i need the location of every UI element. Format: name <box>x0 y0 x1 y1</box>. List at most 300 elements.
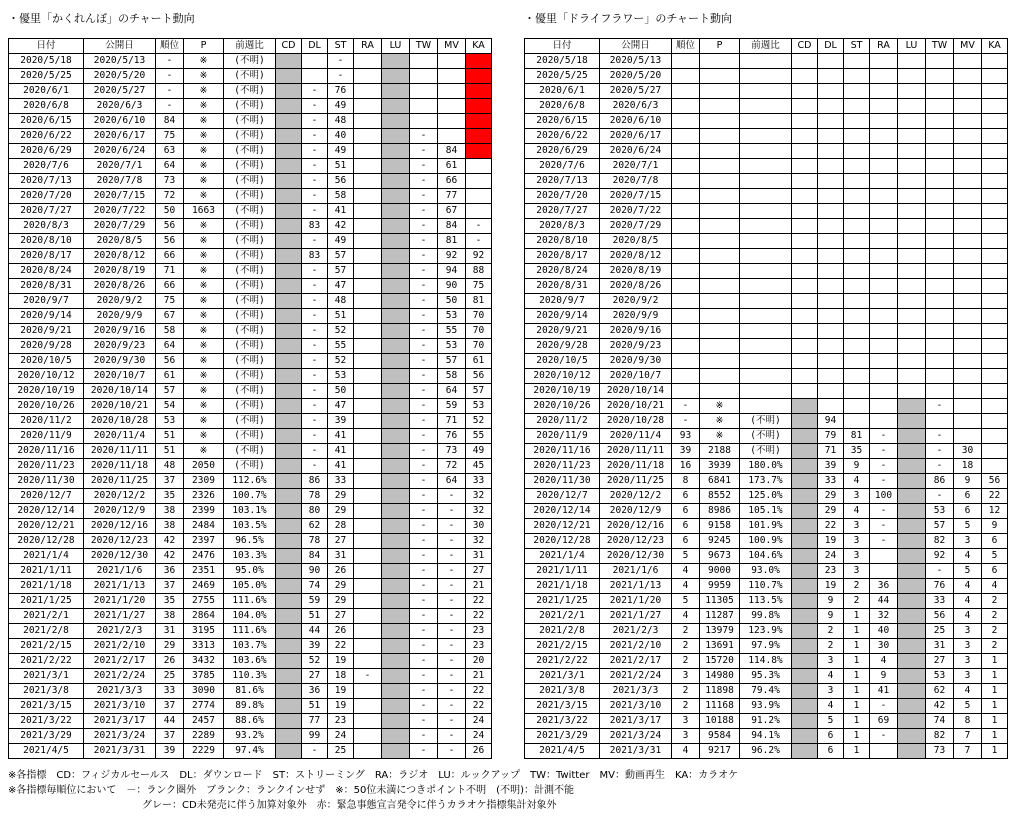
table-cell: 62 <box>926 684 954 699</box>
table-cell <box>898 324 926 339</box>
table-cell <box>898 174 926 189</box>
table-cell <box>672 384 700 399</box>
table-cell: 29 <box>328 594 354 609</box>
table-cell: 2020/7/22 <box>84 204 156 219</box>
table-cell: ※ <box>700 414 740 429</box>
table-cell: 44 <box>156 714 184 729</box>
table-cell: 19 <box>328 654 354 669</box>
table-cell <box>792 219 818 234</box>
table-cell <box>276 114 302 129</box>
table-cell: 2399 <box>184 504 224 519</box>
table-cell <box>954 354 982 369</box>
table-cell: 2020/9/14 <box>9 309 84 324</box>
table-cell <box>740 174 792 189</box>
column-header: LU <box>382 39 410 54</box>
table-cell: 2476 <box>184 549 224 564</box>
table-cell: 2021/2/1 <box>525 609 600 624</box>
table-cell: - <box>410 639 438 654</box>
table-cell <box>926 324 954 339</box>
table-row <box>525 414 1008 429</box>
table-cell <box>818 324 844 339</box>
table-cell <box>898 99 926 114</box>
table-cell <box>870 414 898 429</box>
table-cell: 4 <box>818 669 844 684</box>
table-cell: (不明) <box>740 429 792 444</box>
table-cell <box>792 504 818 519</box>
table-cell <box>740 279 792 294</box>
table-cell: 2021/3/15 <box>525 699 600 714</box>
table-cell <box>870 369 898 384</box>
table-cell <box>382 174 410 189</box>
table-cell: 2021/1/18 <box>9 579 84 594</box>
table-row <box>9 594 492 609</box>
table-cell: 59 <box>438 399 466 414</box>
table-cell <box>354 744 382 759</box>
table-cell: 25 <box>156 669 184 684</box>
table-row <box>9 189 492 204</box>
table-cell <box>982 144 1008 159</box>
table-cell <box>792 639 818 654</box>
table-cell: 103.6% <box>224 654 276 669</box>
table-cell: 39 <box>818 459 844 474</box>
table-cell: 64 <box>156 159 184 174</box>
table-cell: - <box>302 84 328 99</box>
table-cell <box>792 129 818 144</box>
table-cell: 3432 <box>184 654 224 669</box>
table-cell: - <box>410 444 438 459</box>
table-cell <box>954 324 982 339</box>
table-row <box>9 324 492 339</box>
table-cell <box>672 129 700 144</box>
table-cell: 57 <box>466 384 492 399</box>
table-cell: 2021/2/24 <box>600 669 672 684</box>
table-cell: 103.5% <box>224 519 276 534</box>
table-cell <box>870 339 898 354</box>
table-cell: ※ <box>184 324 224 339</box>
table-cell <box>382 204 410 219</box>
table-cell: 38 <box>156 609 184 624</box>
table-cell <box>870 234 898 249</box>
table-cell: 1 <box>982 699 1008 714</box>
table-cell <box>354 189 382 204</box>
table-cell: 9673 <box>700 549 740 564</box>
table-cell <box>466 99 492 114</box>
table-cell: - <box>302 204 328 219</box>
table-cell: 2484 <box>184 519 224 534</box>
table-cell <box>438 69 466 84</box>
table-cell <box>926 99 954 114</box>
table-cell: (不明) <box>224 324 276 339</box>
table-cell: (不明) <box>224 429 276 444</box>
table-cell: 2021/3/3 <box>600 684 672 699</box>
table-cell: 2020/10/7 <box>84 369 156 384</box>
table-cell: 2020/7/20 <box>525 189 600 204</box>
table-cell <box>672 279 700 294</box>
table-cell: 2020/12/14 <box>9 504 84 519</box>
table-cell <box>982 309 1008 324</box>
table-cell: 80 <box>302 504 328 519</box>
table-row <box>9 519 492 534</box>
table-cell <box>382 474 410 489</box>
table-cell: 2021/1/13 <box>84 579 156 594</box>
table-cell: 2020/8/5 <box>84 234 156 249</box>
table-row <box>9 174 492 189</box>
table-cell <box>898 699 926 714</box>
table-cell <box>898 549 926 564</box>
table-cell: 2021/1/4 <box>9 549 84 564</box>
table-cell: - <box>302 99 328 114</box>
table-cell: 1663 <box>184 204 224 219</box>
notes <box>8 768 738 813</box>
table-cell: 2021/3/10 <box>84 699 156 714</box>
table-cell: 2020/7/27 <box>9 204 84 219</box>
table-cell: 72 <box>156 189 184 204</box>
table-cell <box>898 189 926 204</box>
table-row <box>9 99 492 114</box>
table-cell: 2020/12/21 <box>525 519 600 534</box>
table-cell: 2020/6/15 <box>9 114 84 129</box>
table-cell <box>926 174 954 189</box>
table-row <box>525 219 1008 234</box>
table-cell <box>982 114 1008 129</box>
table-cell <box>818 54 844 69</box>
table-cell <box>276 414 302 429</box>
table-cell <box>700 54 740 69</box>
table-cell <box>354 234 382 249</box>
table-cell: 81.6% <box>224 684 276 699</box>
table-cell <box>792 594 818 609</box>
table-cell: 2020/12/30 <box>600 549 672 564</box>
table-cell <box>672 84 700 99</box>
table-cell: 6 <box>982 564 1008 579</box>
table-cell <box>954 414 982 429</box>
table-cell <box>926 339 954 354</box>
table-cell: 79.4% <box>740 684 792 699</box>
table-cell: 95.3% <box>740 669 792 684</box>
table-row <box>525 159 1008 174</box>
table-cell: 4 <box>844 504 870 519</box>
table-cell: 2774 <box>184 699 224 714</box>
table-cell: 2020/8/3 <box>525 219 600 234</box>
table-cell: 8 <box>672 474 700 489</box>
table-cell: 2020/8/31 <box>9 279 84 294</box>
table-cell: - <box>302 189 328 204</box>
table-cell: 22 <box>328 639 354 654</box>
table-cell: 2020/7/13 <box>525 174 600 189</box>
table-cell <box>792 204 818 219</box>
table-cell <box>382 279 410 294</box>
table-cell <box>792 459 818 474</box>
table-cell: 9959 <box>700 579 740 594</box>
table-cell: 70 <box>466 339 492 354</box>
table-cell <box>898 564 926 579</box>
table-row <box>9 399 492 414</box>
table-cell: 2020/10/19 <box>525 384 600 399</box>
table-cell: 2 <box>672 654 700 669</box>
table-cell: - <box>926 429 954 444</box>
table-cell: (不明) <box>224 174 276 189</box>
table-cell: 93 <box>672 429 700 444</box>
table-cell: 13979 <box>700 624 740 639</box>
table-cell <box>792 159 818 174</box>
table-cell: ※ <box>184 144 224 159</box>
table-cell <box>740 339 792 354</box>
table-cell <box>354 714 382 729</box>
table-cell <box>844 264 870 279</box>
table-cell: 2021/1/20 <box>600 594 672 609</box>
table-cell <box>382 159 410 174</box>
table-cell <box>276 609 302 624</box>
table-cell: ※ <box>184 234 224 249</box>
table-cell: - <box>410 129 438 144</box>
table-cell <box>382 324 410 339</box>
table-cell <box>276 699 302 714</box>
table-cell: 12 <box>982 504 1008 519</box>
table-cell: 2021/3/1 <box>525 669 600 684</box>
table-cell: 173.7% <box>740 474 792 489</box>
table-cell: - <box>438 729 466 744</box>
table-cell <box>700 159 740 174</box>
table-cell: 32 <box>466 504 492 519</box>
table-cell <box>982 219 1008 234</box>
table-cell: (不明) <box>224 459 276 474</box>
table-cell <box>818 354 844 369</box>
table-cell <box>740 399 792 414</box>
table-cell <box>276 84 302 99</box>
table-cell <box>870 549 898 564</box>
table-cell: 49 <box>466 444 492 459</box>
table-cell: 2020/10/19 <box>9 384 84 399</box>
table-cell <box>672 219 700 234</box>
column-header: 順位 <box>156 39 184 54</box>
table-cell <box>276 264 302 279</box>
table-cell: - <box>438 504 466 519</box>
table-cell: 9 <box>818 594 844 609</box>
table-cell <box>354 384 382 399</box>
table-cell: - <box>438 594 466 609</box>
table-cell: 2020/7/29 <box>600 219 672 234</box>
table-row <box>9 204 492 219</box>
table-cell: 2188 <box>700 444 740 459</box>
table-cell: 5 <box>954 564 982 579</box>
table-cell: (不明) <box>224 204 276 219</box>
table-cell <box>870 399 898 414</box>
table-cell: 13691 <box>700 639 740 654</box>
table-cell: 82 <box>926 534 954 549</box>
table-cell: 2020/6/15 <box>525 114 600 129</box>
table-cell: 2020/10/12 <box>525 369 600 384</box>
table-row <box>525 534 1008 549</box>
table-cell <box>792 519 818 534</box>
table-row <box>9 309 492 324</box>
table-cell <box>898 159 926 174</box>
table-cell: 2021/2/8 <box>9 624 84 639</box>
table-cell <box>844 219 870 234</box>
column-header: 公開日 <box>84 39 156 54</box>
table-cell: 19 <box>818 579 844 594</box>
table-cell: 2020/6/1 <box>9 84 84 99</box>
table-cell: 2020/6/10 <box>84 114 156 129</box>
table-cell: 1 <box>844 624 870 639</box>
table-cell: 105.1% <box>740 504 792 519</box>
table-cell <box>382 714 410 729</box>
table-cell: 2020/5/13 <box>600 54 672 69</box>
table-cell: 2020/5/25 <box>9 69 84 84</box>
table-cell: 58 <box>328 189 354 204</box>
table-cell: 1 <box>844 639 870 654</box>
table-cell <box>354 459 382 474</box>
table-cell: 67 <box>438 204 466 219</box>
table-cell: 29 <box>818 504 844 519</box>
table-cell <box>792 324 818 339</box>
table-cell: 5 <box>954 519 982 534</box>
table-cell <box>276 324 302 339</box>
table-cell: 2020/7/1 <box>600 159 672 174</box>
table-cell <box>740 54 792 69</box>
table-cell <box>276 129 302 144</box>
table-cell <box>276 624 302 639</box>
table-cell: ※ <box>700 429 740 444</box>
table-cell <box>844 69 870 84</box>
table-cell: 6 <box>672 489 700 504</box>
table-cell <box>382 534 410 549</box>
column-header: MV <box>954 39 982 54</box>
table-cell <box>818 309 844 324</box>
table-cell <box>954 429 982 444</box>
column-header: ST <box>844 39 870 54</box>
table-cell: 83 <box>302 219 328 234</box>
table-cell <box>898 144 926 159</box>
table-cell: 2021/3/29 <box>525 729 600 744</box>
table-cell: - <box>302 324 328 339</box>
table-cell: 2020/5/20 <box>600 69 672 84</box>
table-row <box>9 624 492 639</box>
table-cell <box>354 654 382 669</box>
table-cell <box>382 69 410 84</box>
table-cell: (不明) <box>224 414 276 429</box>
table-cell <box>898 594 926 609</box>
table-cell: 2020/8/31 <box>525 279 600 294</box>
table-cell: 3 <box>844 519 870 534</box>
table-cell <box>870 294 898 309</box>
table-cell <box>954 294 982 309</box>
table-cell: (不明) <box>224 399 276 414</box>
table-cell: - <box>870 474 898 489</box>
table-cell <box>870 744 898 759</box>
table-cell <box>276 564 302 579</box>
table-row <box>9 579 492 594</box>
table-cell: 89.8% <box>224 699 276 714</box>
table-cell <box>926 279 954 294</box>
table-cell: 2021/3/22 <box>9 714 84 729</box>
table-cell: 2020/11/11 <box>84 444 156 459</box>
table-cell: - <box>302 144 328 159</box>
table-cell: 2020/12/28 <box>9 534 84 549</box>
table-cell: 56 <box>466 369 492 384</box>
table-row <box>9 234 492 249</box>
table-cell: ※ <box>700 399 740 414</box>
table-row <box>525 669 1008 684</box>
table-cell <box>354 444 382 459</box>
table-cell: 123.9% <box>740 624 792 639</box>
table-row <box>525 399 1008 414</box>
table-row <box>9 294 492 309</box>
table-cell: 26 <box>156 654 184 669</box>
table-cell: 52 <box>302 654 328 669</box>
table-cell: 4 <box>954 579 982 594</box>
table-cell <box>740 99 792 114</box>
title-dry-flower: ・優里「ドライフラワー」のチャート動向 <box>524 12 733 25</box>
table-cell: 56 <box>156 354 184 369</box>
table-cell <box>870 264 898 279</box>
table-cell <box>792 69 818 84</box>
table-cell <box>870 99 898 114</box>
table-cell: 49 <box>328 144 354 159</box>
table-cell: - <box>438 609 466 624</box>
table-cell: 30 <box>870 639 898 654</box>
table-cell: - <box>410 399 438 414</box>
table-cell: (不明) <box>224 234 276 249</box>
table-cell: 4 <box>672 579 700 594</box>
table-cell: 33 <box>466 474 492 489</box>
table-cell: 41 <box>870 684 898 699</box>
table-cell: 31 <box>466 549 492 564</box>
table-cell <box>410 84 438 99</box>
table-cell: - <box>410 189 438 204</box>
table-cell: - <box>302 279 328 294</box>
table-cell <box>870 204 898 219</box>
table-cell: - <box>672 399 700 414</box>
table-cell <box>672 144 700 159</box>
table-cell <box>410 99 438 114</box>
table-cell <box>954 279 982 294</box>
table-cell: 2021/3/15 <box>9 699 84 714</box>
table-cell: 2020/5/13 <box>84 54 156 69</box>
table-cell <box>982 69 1008 84</box>
table-cell: 31 <box>156 624 184 639</box>
table-cell <box>276 249 302 264</box>
table-cell: 2021/2/22 <box>525 654 600 669</box>
table-cell <box>792 534 818 549</box>
table-cell <box>926 309 954 324</box>
table-cell <box>276 234 302 249</box>
table-row <box>9 384 492 399</box>
table-cell <box>672 264 700 279</box>
table-cell: - <box>156 84 184 99</box>
table-cell <box>354 114 382 129</box>
table-cell: 2020/11/25 <box>600 474 672 489</box>
table-cell: - <box>926 444 954 459</box>
table-cell: 64 <box>438 384 466 399</box>
table-cell <box>354 54 382 69</box>
table-cell <box>870 129 898 144</box>
table-cell <box>672 234 700 249</box>
table-cell <box>898 504 926 519</box>
table-cell: 23 <box>466 639 492 654</box>
table-cell: ※ <box>184 99 224 114</box>
table-cell: 2021/1/4 <box>525 549 600 564</box>
table-row <box>525 564 1008 579</box>
note-colors: グレー：CD未発売に伴う加算対象外 赤：緊急事態宣言発令に伴うカラオケ指標集計対象外 <box>142 800 557 811</box>
table-cell: ※ <box>184 279 224 294</box>
table-row <box>9 489 492 504</box>
table-cell <box>740 144 792 159</box>
table-cell <box>818 129 844 144</box>
table-cell <box>354 474 382 489</box>
table-cell: 24 <box>466 714 492 729</box>
table-cell: - <box>302 129 328 144</box>
table-cell <box>354 564 382 579</box>
